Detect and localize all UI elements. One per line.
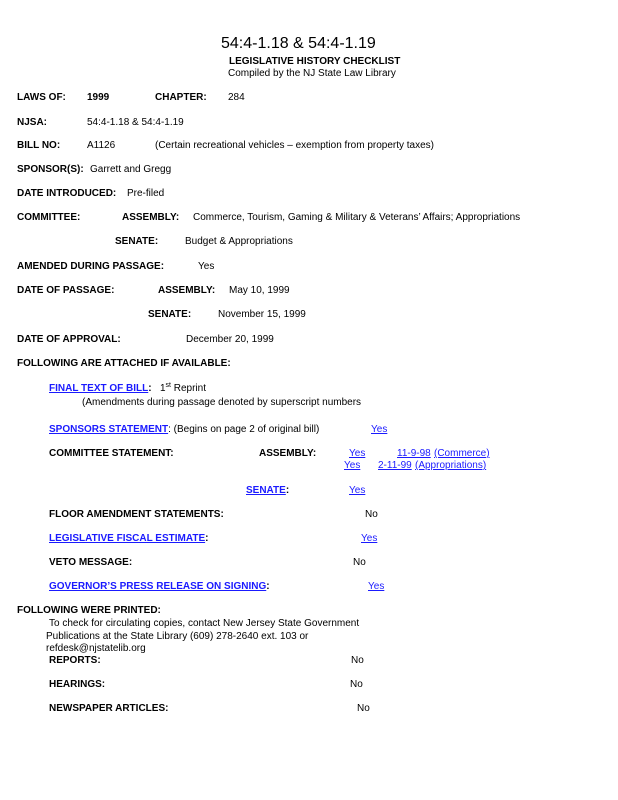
committee-senate-label: SENATE: xyxy=(115,236,159,247)
hearings-label: HEARINGS: xyxy=(49,679,106,690)
laws-of-label: LAWS OF: xyxy=(17,92,66,103)
newspaper-articles-label: NEWSPAPER ARTICLES: xyxy=(49,703,169,714)
committee-assembly-value: Commerce, Tourism, Gaming & Military & Veterans’ Affairs; Appropriations xyxy=(193,212,521,223)
assembly-statement-2-yes-link[interactable]: Yes xyxy=(344,460,361,471)
committee-statement-assembly-label: ASSEMBLY: xyxy=(259,448,317,459)
senate-statement-link[interactable]: SENATE xyxy=(246,485,286,496)
bill-description: (Certain recreational vehicles – exemption from property taxes) xyxy=(155,140,435,151)
bill-no-value: A1126 xyxy=(87,140,116,151)
veto-message-value: No xyxy=(353,557,366,568)
floor-amendment-value: No xyxy=(365,509,378,520)
fiscal-estimate-colon: : xyxy=(205,533,209,544)
passage-senate-value: November 15, 1999 xyxy=(218,309,306,320)
assembly-statement-1-date-link[interactable]: 11-9-98 xyxy=(397,448,431,459)
sponsors-statement-row xyxy=(49,424,319,436)
fiscal-estimate-link[interactable]: LEGISLATIVE FISCAL ESTIMATE xyxy=(49,533,206,544)
press-release-row xyxy=(49,581,270,593)
passage-assembly-label: ASSEMBLY: xyxy=(158,285,216,296)
amended-value: Yes xyxy=(198,261,215,272)
sponsors-statement-link[interactable]: SPONSORS STATEMENT xyxy=(49,424,169,435)
checklist-subtitle: LEGISLATIVE HISTORY CHECKLIST xyxy=(229,56,401,67)
compiled-by: Compiled by the NJ State Law Library xyxy=(228,68,396,79)
floor-amendment-label: FLOOR AMENDMENT STATEMENTS: xyxy=(49,509,224,520)
assembly-statement-2-committee-link[interactable]: (Appropriations) xyxy=(415,460,487,471)
printed-note-line-3: refdesk@njstatelib.org xyxy=(46,643,146,654)
committee-senate-value: Budget & Appropriations xyxy=(185,236,293,247)
reports-value: No xyxy=(351,655,364,666)
reports-label: REPORTS: xyxy=(49,655,101,666)
passage-senate-label: SENATE: xyxy=(148,309,192,320)
sponsors-statement-yes-link[interactable]: Yes xyxy=(371,424,388,435)
committee-assembly-label: ASSEMBLY: xyxy=(122,212,180,223)
printed-note-line-1: To check for circulating copies, contact New Jersey State Government xyxy=(49,618,360,629)
veto-message-label: VETO MESSAGE: xyxy=(49,557,133,568)
passage-assembly-value: May 10, 1999 xyxy=(229,285,290,296)
sponsors-value: Garrett and Gregg xyxy=(90,164,172,175)
assembly-statement-1-committee-link[interactable]: (Commerce) xyxy=(434,448,490,459)
final-text-value-sup: st xyxy=(165,382,171,389)
press-release-link[interactable]: GOVERNOR’S PRESS RELEASE ON SIGNING xyxy=(49,581,267,592)
final-text-row xyxy=(49,383,206,395)
committee-statement-label: COMMITTEE STATEMENT: xyxy=(49,448,174,459)
press-release-yes-link[interactable]: Yes xyxy=(368,581,385,592)
fiscal-estimate-row xyxy=(49,533,208,545)
hearings-value: No xyxy=(350,679,363,690)
senate-statement-yes-link[interactable]: Yes xyxy=(349,485,366,496)
committee-label: COMMITTEE: xyxy=(17,212,81,223)
sponsors-statement-note: : (Begins on page 2 of original bill) xyxy=(168,424,320,435)
attached-heading: FOLLOWING ARE ATTACHED IF AVAILABLE: xyxy=(17,358,231,369)
final-text-value-num: 1 xyxy=(159,383,166,394)
njsa-value: 54:4-1.18 & 54:4-1.19 xyxy=(87,117,184,128)
assembly-statement-2-date-link[interactable]: 2-11-99 xyxy=(378,460,412,471)
final-text-value-rest: Reprint xyxy=(170,383,206,394)
printed-heading: FOLLOWING WERE PRINTED: xyxy=(17,605,161,616)
njsa-label: NJSA: xyxy=(17,117,48,128)
assembly-statement-1-yes-link[interactable]: Yes xyxy=(349,448,366,459)
amended-label: AMENDED DURING PASSAGE: xyxy=(17,261,165,272)
laws-of-value: 1999 xyxy=(87,92,110,103)
date-introduced-value: Pre-filed xyxy=(127,188,165,199)
newspaper-articles-value: No xyxy=(357,703,370,714)
final-text-colon: : xyxy=(148,383,152,394)
press-release-colon: : xyxy=(266,581,270,592)
page-title: 54:4-1.18 & 54:4-1.19 xyxy=(221,35,376,52)
chapter-label: CHAPTER: xyxy=(155,92,207,103)
senate-statement-colon: : xyxy=(285,485,290,496)
printed-note-line-2: Publications at the State Library (609) 278-2640 ext. 103 or xyxy=(46,631,309,642)
senate-statement-row xyxy=(246,485,289,497)
chapter-value: 284 xyxy=(228,92,245,103)
final-text-note: (Amendments during passage denoted by superscript numbers xyxy=(82,397,362,408)
date-of-approval-label: DATE OF APPROVAL: xyxy=(17,334,121,345)
date-of-passage-label: DATE OF PASSAGE: xyxy=(17,285,115,296)
date-of-approval-value: December 20, 1999 xyxy=(186,334,274,345)
date-introduced-label: DATE INTRODUCED: xyxy=(17,188,117,199)
final-text-link[interactable]: FINAL TEXT OF BILL xyxy=(49,383,149,394)
fiscal-estimate-yes-link[interactable]: Yes xyxy=(361,533,378,544)
sponsors-label: SPONSOR(S): xyxy=(17,164,84,175)
bill-no-label: BILL NO: xyxy=(17,140,61,151)
